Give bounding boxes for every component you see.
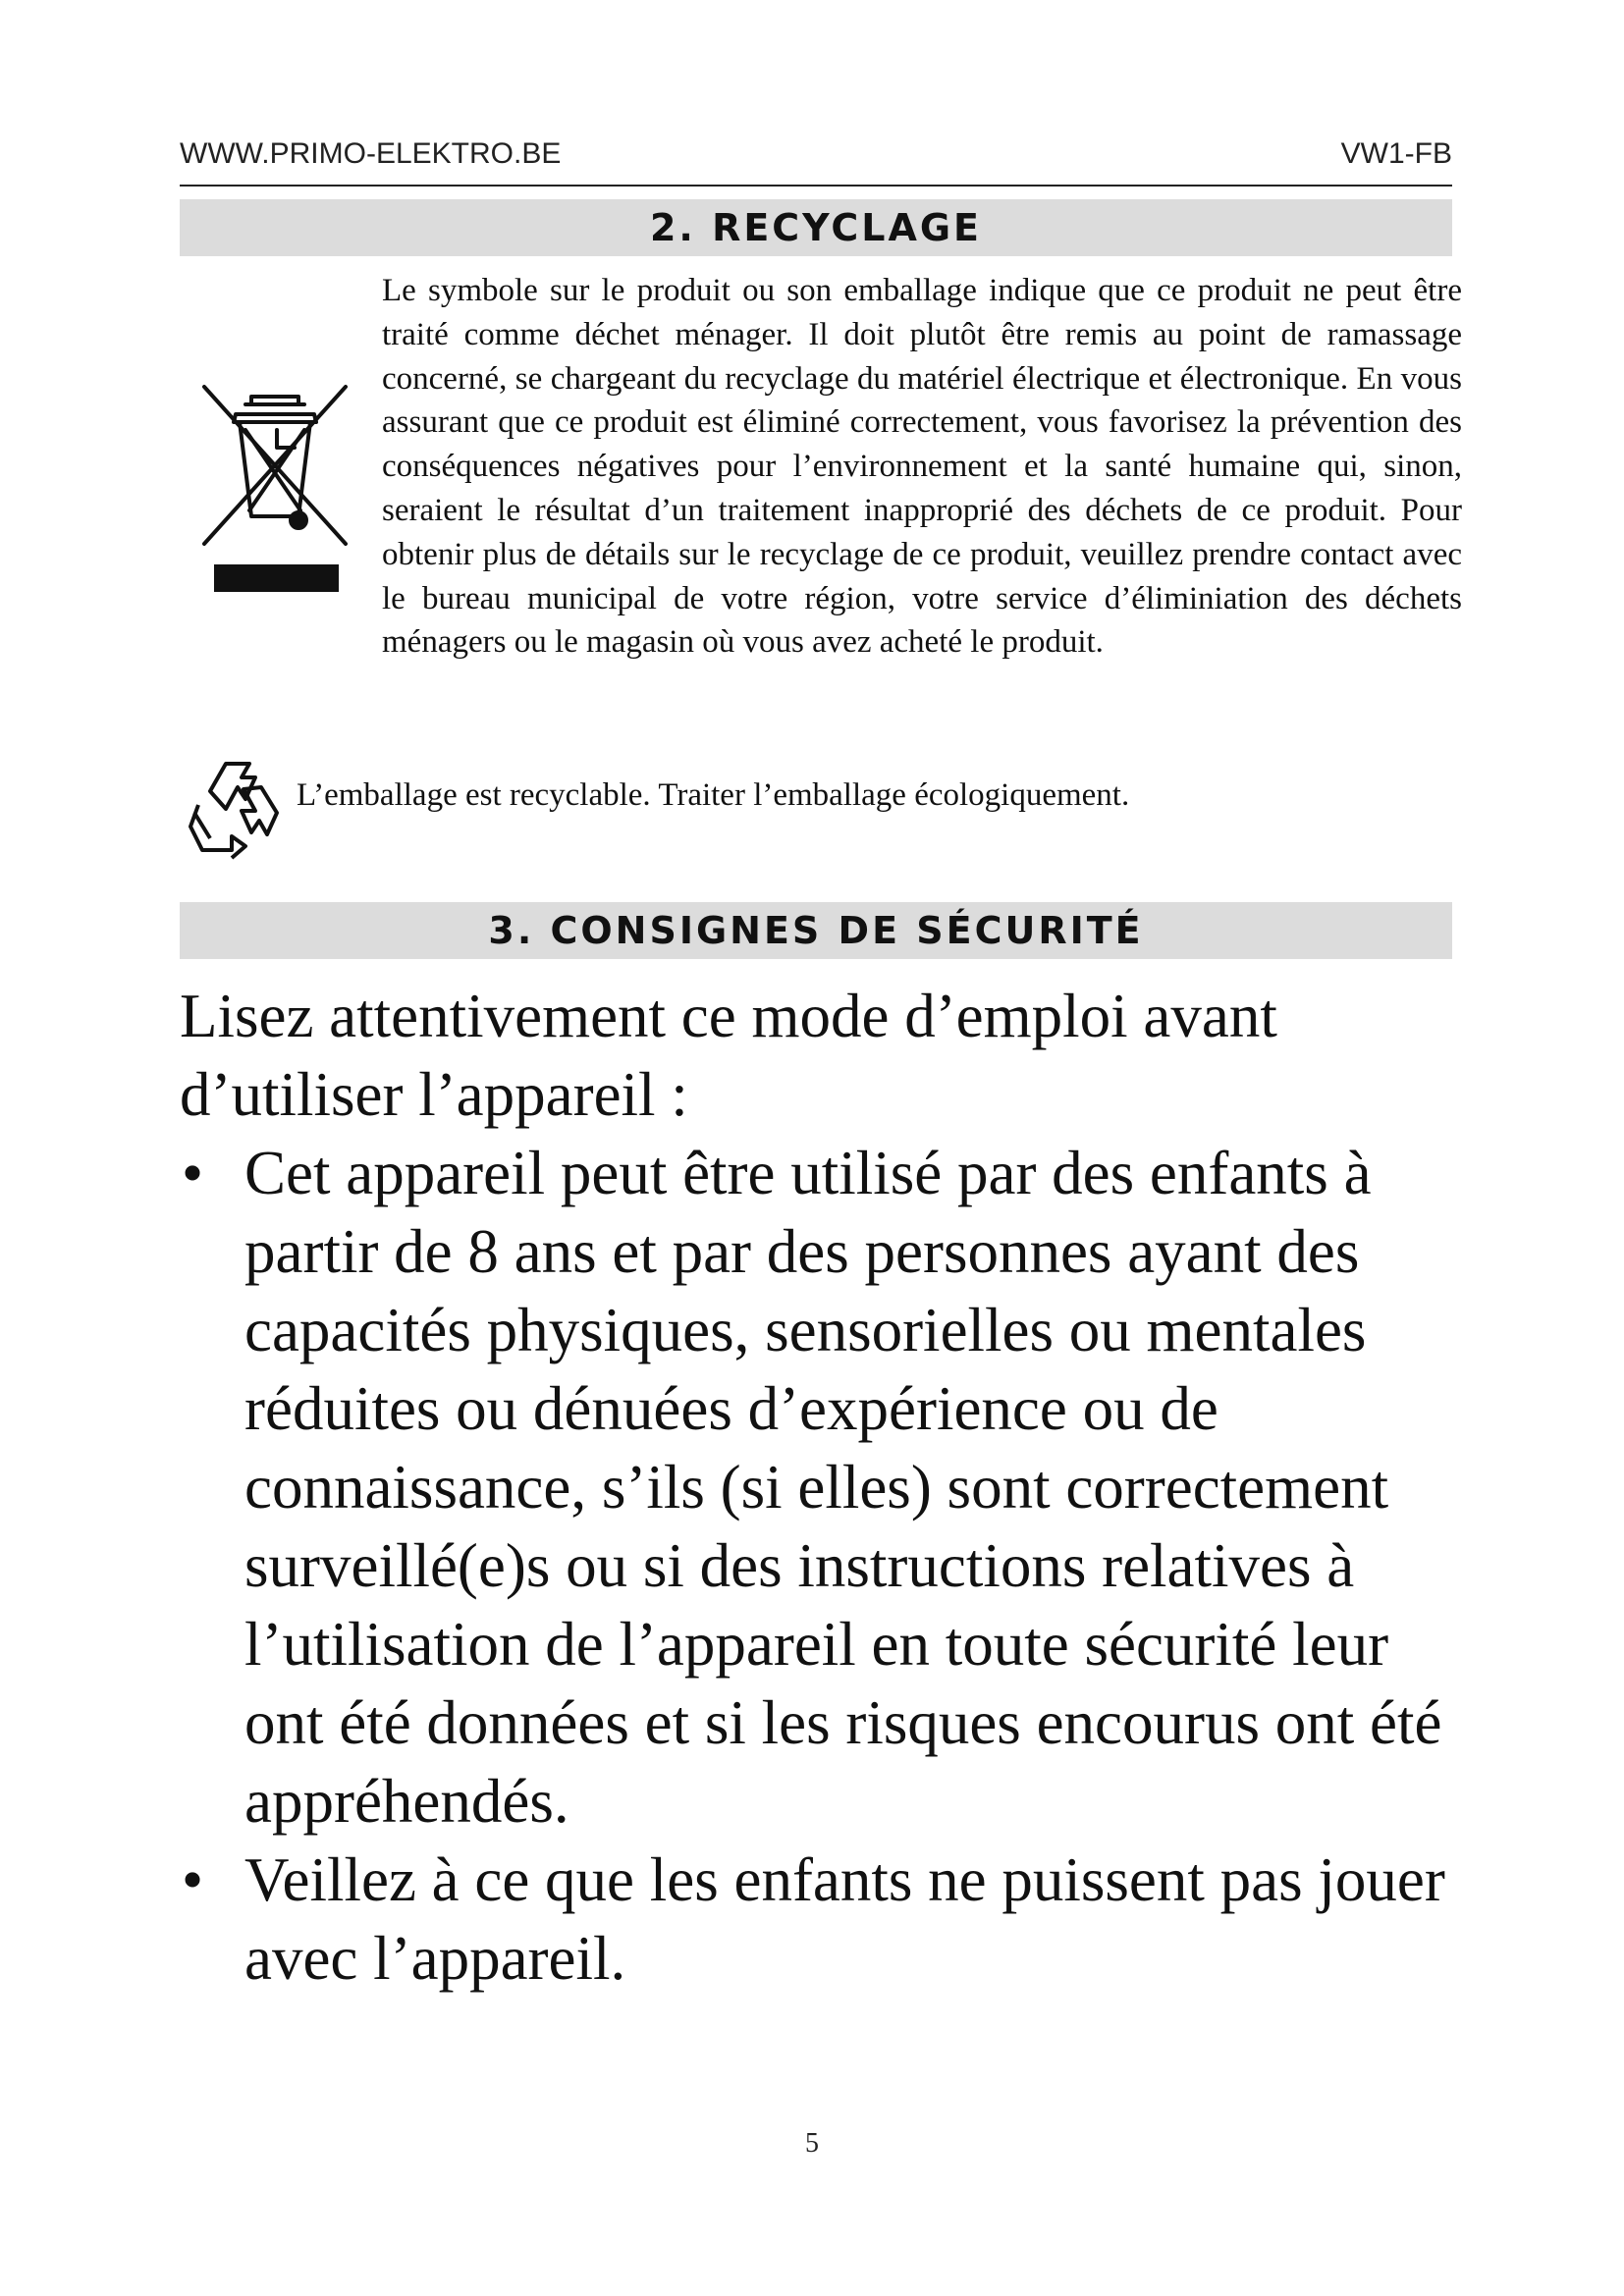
header-website: WWW.PRIMO-ELEKTRO.BE [180, 137, 562, 170]
page-number: 5 [805, 2128, 819, 2159]
safety-bullet-list [180, 1134, 1456, 1998]
packaging-note: L’emballage est recyclable. Traiter l’emballage écologiquement. [297, 777, 1130, 813]
bullet-icon: • [182, 1139, 204, 1207]
recycle-icon [181, 748, 295, 862]
safety-section-title: 3. CONSIGNES DE SÉCURITÉ [180, 902, 1452, 959]
page-header [180, 135, 1452, 187]
recycling-section-title: 2. RECYCLAGE [180, 199, 1452, 256]
recycling-paragraph: Le symbole sur le produit ou son emballage indique que ce produit ne peut être traité comme déchet ménager. Il doit plutôt être remis au point de ramassage concerné, se chargeant du recyclage du matériel électrique et électronique. En vous assurant que ce produit est éliminé correctement, vous favorisez la prévention des conséquences négatives pour l’environnement et la santé humaine qui, sinon, seraient le résultat d’un traitement inapproprié des déchets de ce produit. Pour obtenir plus de détails sur le recyclage de ce produit, veuillez prendre contact avec le bureau municipal de votre région, votre service d’éliminiation des déchets ménagers ou le magasin où vous avez acheté le produit. [382, 273, 1462, 661]
bullet-icon: • [182, 1845, 204, 1914]
list-item-text: Cet appareil peut être utilisé par des enfants à partir de 8 ans et par des personnes ayant des capacités physiques, sensorielles ou mentales réduites ou dénuées d’expérience ou de connaissance, s’ils (si elles) sont correctement surveillé(e)s ou si des instructions relatives à l’utilisation de l’appareil en toute sécurité leur ont été données et si les risques encourus ont été appréhendés. [244, 1139, 1442, 1836]
list-item [180, 1841, 1456, 1998]
list-item [180, 1134, 1456, 1841]
header-model: VW1-FB [1340, 137, 1452, 170]
safety-intro: Lisez attentivement ce mode d’emploi avant d’utiliser l’appareil : [180, 982, 1277, 1129]
crossed-out-wheelie-bin-icon [196, 377, 353, 597]
list-item-text: Veillez à ce que les enfants ne puissent pas jouer avec l’appareil. [244, 1845, 1445, 1993]
